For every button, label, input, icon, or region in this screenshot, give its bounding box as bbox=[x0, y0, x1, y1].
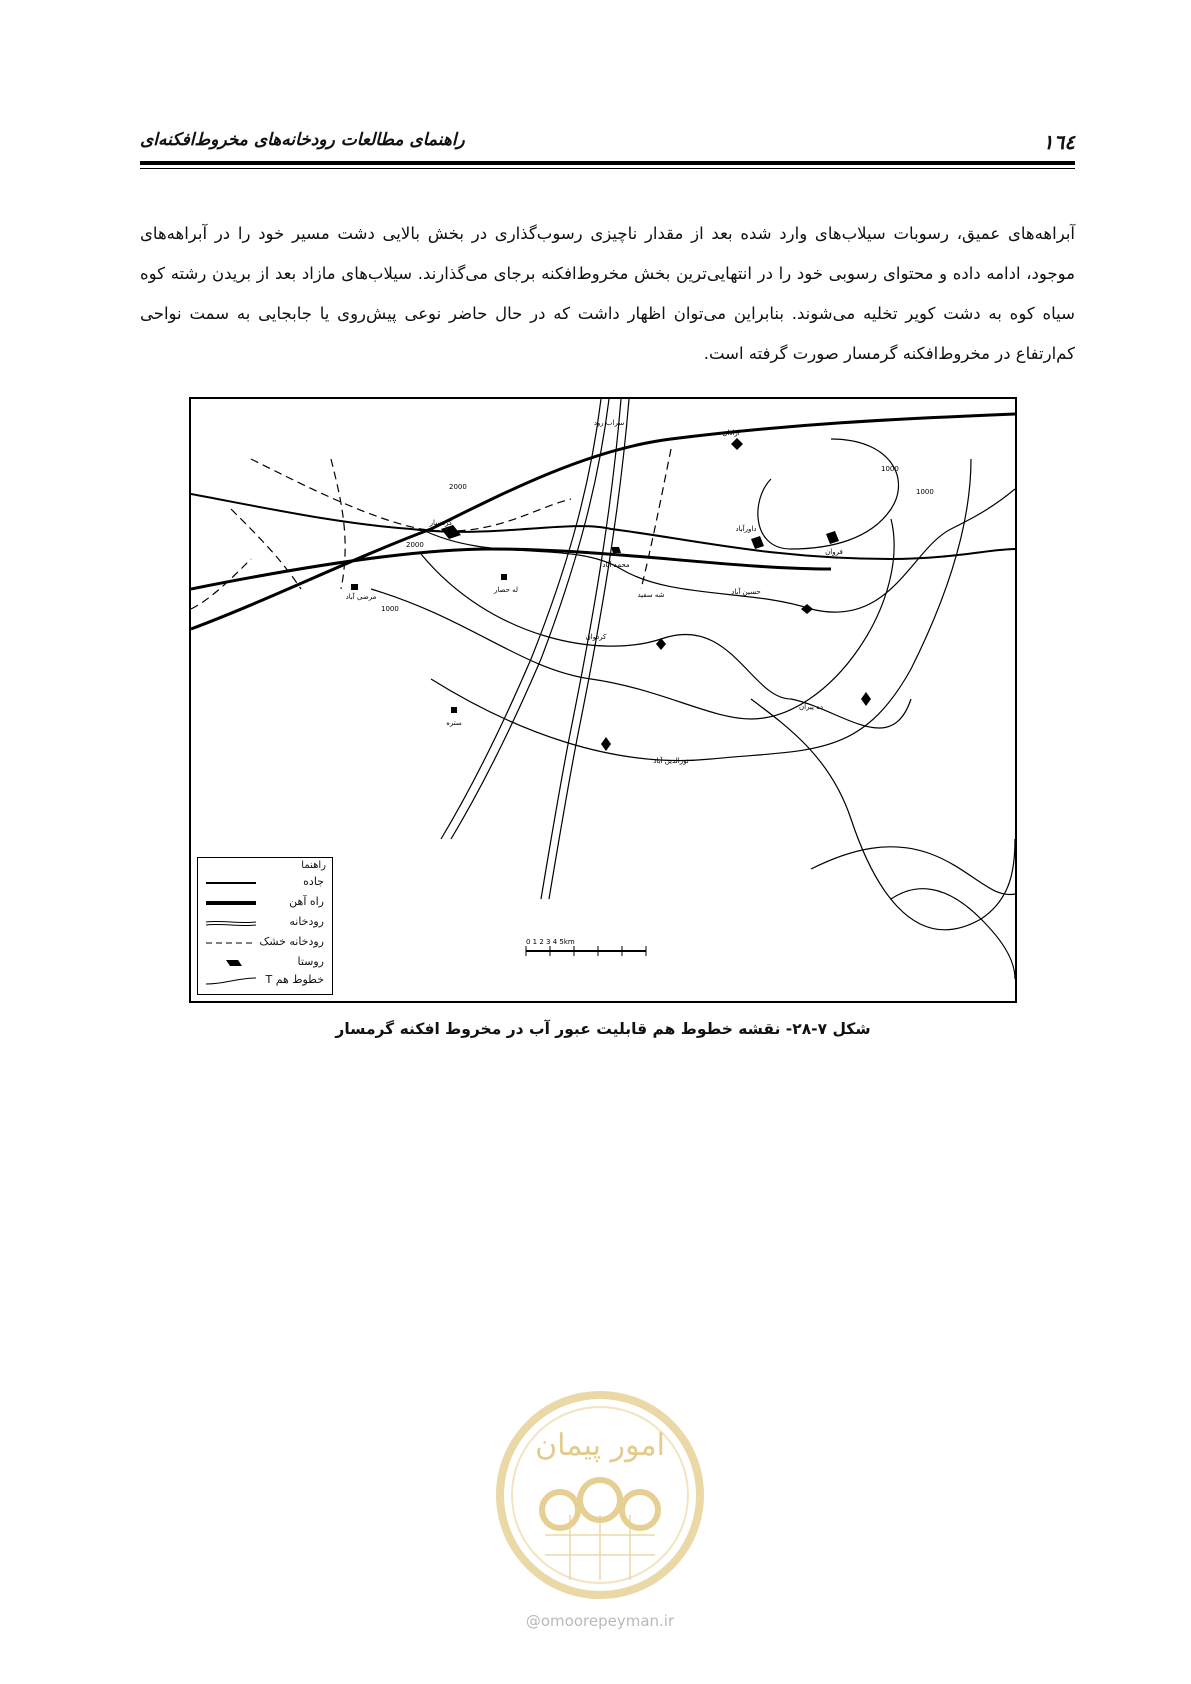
contour-label: 1000 bbox=[881, 465, 899, 473]
figure-caption: شکل ۷-۲۸- نقشه خطوط هم قابلیت عبور آب در مخروط افکنه گرمسار bbox=[335, 1020, 871, 1038]
legend-item bbox=[202, 894, 328, 912]
contour-line bbox=[758, 439, 899, 549]
place-label: له حصار bbox=[493, 586, 519, 594]
place-label: ارادان bbox=[722, 429, 740, 437]
place-label: شه سفید bbox=[637, 591, 665, 599]
village-icon bbox=[601, 737, 611, 751]
map-legend bbox=[197, 857, 333, 995]
village-icon bbox=[861, 692, 871, 706]
shoreline bbox=[811, 847, 1015, 895]
legend-label: رودخانه bbox=[289, 915, 324, 928]
scale-label: 0 1 2 3 4 5km bbox=[526, 938, 575, 946]
page-number: ١٦٤ bbox=[1042, 130, 1075, 154]
villages bbox=[351, 438, 871, 751]
village-icon bbox=[501, 574, 507, 580]
place-label: ده پیران bbox=[798, 703, 824, 711]
place-label: ستره bbox=[446, 719, 462, 727]
contour-line bbox=[431, 459, 971, 761]
legend-item bbox=[202, 934, 328, 952]
watermark-seal-icon bbox=[490, 1385, 710, 1605]
scale-bar bbox=[526, 938, 646, 956]
page-header bbox=[140, 124, 1075, 164]
header-rule-thick bbox=[140, 161, 1075, 165]
village-icon bbox=[751, 536, 764, 549]
legend-label: روستا bbox=[297, 955, 324, 968]
dry-river bbox=[641, 449, 671, 589]
village-icon bbox=[731, 438, 743, 450]
contour-label: 2000 bbox=[449, 483, 467, 491]
contour-line bbox=[421, 554, 911, 728]
dry-river-symbol-icon bbox=[206, 938, 256, 948]
legend-label: راه آهن bbox=[289, 895, 324, 908]
body-paragraph: آبراهه‌های عمیق، رسوبات سیلاب‌های وارد شده بعد از مقدار ناچیزی رسوب‌گذاری در بخش بالایی دشت مسیر خود را در آبراهه‌های موجود، ادامه داده و محتوای رسوبی خود را در انتهایی‌ترین بخش مخروط‌افکنه برجای می‌گذارند. سیلاب‌های مازاد بعد از بریدن رشته کوه سیاه کوه به دشت کویر تخلیه می‌شوند. بنابراین می‌توان اظهار داشت که در حال حاضر نوعی پیش‌روی یا جابجایی به سمت نواحی کم‌ارتفاع در مخروط‌افکنه گرمسار صورت گرفته است. bbox=[140, 224, 1075, 363]
watermark-site: @omoorepeyman.ir bbox=[525, 1612, 675, 1630]
village-icon bbox=[451, 707, 457, 713]
place-label: فروان bbox=[825, 548, 843, 556]
village-icon bbox=[611, 547, 621, 553]
dry-river bbox=[251, 459, 571, 531]
figure-map bbox=[189, 397, 1017, 1003]
shoreline bbox=[891, 889, 1015, 979]
legend-item bbox=[202, 972, 328, 990]
railway-symbol-icon bbox=[206, 898, 256, 908]
contour-label: 1000 bbox=[916, 488, 934, 496]
place-label: سراب رود bbox=[593, 419, 625, 427]
seal-text: امور پیمان bbox=[535, 1428, 665, 1463]
legend-label: خطوط هم T bbox=[265, 973, 324, 986]
legend-title: راهنما bbox=[301, 860, 326, 871]
river-symbol-icon bbox=[206, 918, 256, 928]
river bbox=[441, 399, 601, 839]
contour-symbol-icon bbox=[206, 976, 256, 986]
place-label: کردوان bbox=[585, 633, 607, 641]
legend-label: جاده bbox=[303, 875, 324, 888]
village-icon bbox=[351, 584, 358, 590]
village-icon bbox=[801, 604, 813, 614]
village-icon bbox=[826, 531, 839, 544]
road-symbol-icon bbox=[206, 878, 256, 888]
place-label: نورالدین آباد bbox=[653, 757, 689, 765]
river bbox=[451, 399, 609, 839]
place-label: مرضی آباد bbox=[345, 593, 377, 601]
village-icon bbox=[441, 525, 461, 539]
header-rule-thin bbox=[140, 168, 1075, 169]
village-symbol-icon bbox=[206, 958, 256, 968]
dry-river bbox=[231, 509, 301, 589]
legend-item bbox=[202, 954, 328, 972]
place-label: گرمسار bbox=[429, 519, 453, 527]
river bbox=[541, 399, 621, 899]
contour-line bbox=[751, 699, 1015, 930]
contour-label: 1000 bbox=[381, 605, 399, 613]
legend-item bbox=[202, 914, 328, 932]
place-label: محمد آباد bbox=[602, 561, 630, 569]
place-label: داورآباد bbox=[735, 525, 757, 533]
legend-label: رودخانه خشک bbox=[259, 935, 324, 948]
place-label: حسین آباد bbox=[731, 588, 761, 596]
contour-label: 2000 bbox=[406, 541, 424, 549]
running-title: راهنمای مطالعات رودخانه‌های مخروط‌افکنه‌ای bbox=[140, 130, 465, 150]
legend-item bbox=[202, 874, 328, 892]
